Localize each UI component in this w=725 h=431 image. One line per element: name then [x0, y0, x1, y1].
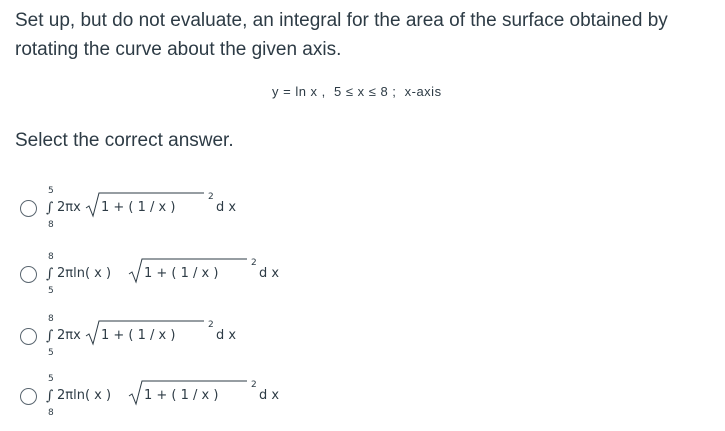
option-formula	[48, 316, 428, 370]
answer-option-2[interactable]	[20, 254, 420, 308]
integrand: 2πx	[57, 200, 81, 215]
exponent: 2	[208, 192, 214, 202]
radicand: 1 + ( 1 / x )	[144, 266, 219, 281]
option-formula	[48, 254, 428, 308]
exponent: 2	[251, 258, 257, 268]
integral-sign-icon: ∫	[46, 328, 54, 344]
radio-button[interactable]	[20, 328, 37, 345]
upper-limit: 5	[48, 374, 54, 384]
integral-sign-icon: ∫	[46, 388, 54, 404]
integrand: 2πx	[57, 328, 81, 343]
lower-limit: 5	[48, 286, 54, 296]
question-prompt: Set up, but do not evaluate, an integral for the area of the surface obtained by rotating the curve about the given axis.	[15, 10, 668, 60]
radicand: 1 + ( 1 / x )	[101, 200, 176, 215]
radicand: 1 + ( 1 / x )	[144, 388, 219, 403]
option-formula	[48, 188, 428, 242]
select-answer-label: Select the correct answer.	[15, 130, 234, 151]
differential: d x	[259, 266, 280, 281]
upper-limit: 8	[48, 314, 54, 324]
option-formula	[48, 376, 428, 430]
integrand: 2πln( x )	[57, 266, 112, 281]
exponent: 2	[208, 320, 214, 330]
lower-limit: 8	[48, 408, 54, 418]
upper-limit: 5	[48, 186, 54, 196]
integrand: 2πln( x )	[57, 388, 112, 403]
answer-option-4[interactable]	[20, 376, 420, 430]
lower-limit: 5	[48, 348, 54, 358]
upper-limit: 8	[48, 252, 54, 262]
integral-sign-icon: ∫	[46, 200, 54, 216]
lower-limit: 8	[48, 220, 54, 230]
differential: d x	[259, 388, 280, 403]
curve-equation: y = ln x , 5 ≤ x ≤ 8 ; x-axis	[272, 84, 442, 99]
radio-button[interactable]	[20, 200, 37, 217]
differential: d x	[216, 328, 237, 343]
radio-button[interactable]	[20, 388, 37, 405]
answer-option-1[interactable]	[20, 188, 420, 242]
radicand: 1 + ( 1 / x )	[101, 328, 176, 343]
differential: d x	[216, 200, 237, 215]
radio-button[interactable]	[20, 266, 37, 283]
exponent: 2	[251, 380, 257, 390]
integral-sign-icon: ∫	[46, 266, 54, 282]
answer-option-3[interactable]	[20, 316, 420, 370]
